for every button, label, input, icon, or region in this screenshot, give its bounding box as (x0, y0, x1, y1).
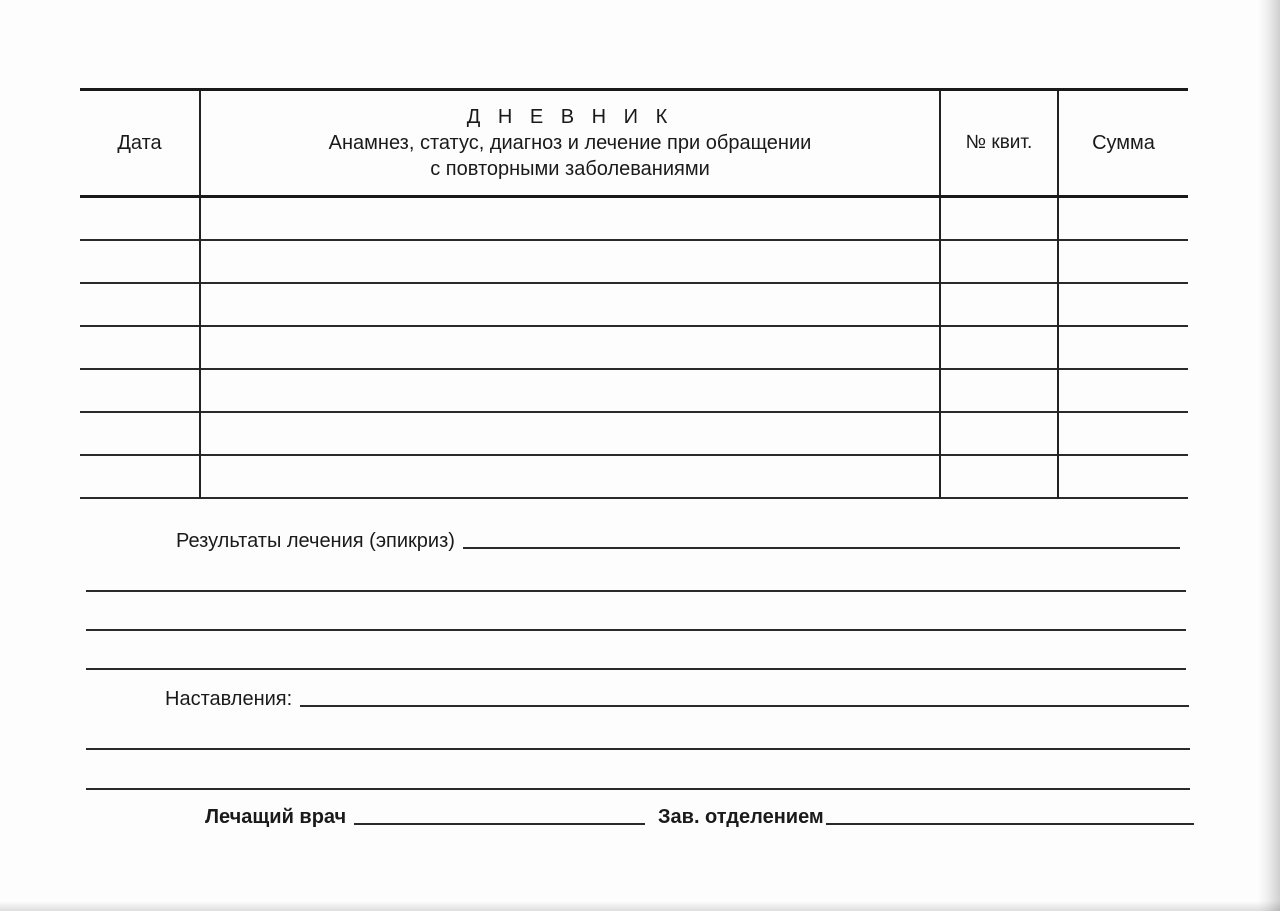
cell-receipt[interactable] (940, 326, 1058, 369)
cell-sum[interactable] (1058, 455, 1188, 498)
cell-diary[interactable] (200, 455, 940, 498)
cell-sum[interactable] (1058, 412, 1188, 455)
results-line[interactable] (86, 590, 1186, 592)
table-row (80, 412, 1188, 455)
header-diary-title: Д Н Е В Н И К (466, 106, 674, 128)
cell-diary[interactable] (200, 369, 940, 412)
doctor-signature-line[interactable] (354, 821, 645, 825)
cell-receipt[interactable] (940, 283, 1058, 326)
table-row (80, 240, 1188, 283)
cell-sum[interactable] (1058, 197, 1188, 240)
cell-diary[interactable] (200, 283, 940, 326)
cell-date[interactable] (80, 283, 200, 326)
cell-date[interactable] (80, 412, 200, 455)
cell-receipt[interactable] (940, 369, 1058, 412)
doctor-label: Лечащий врач (205, 806, 347, 828)
table-row (80, 326, 1188, 369)
results-line[interactable] (86, 668, 1186, 670)
instructions-label: Наставления: (165, 688, 293, 710)
head-signature-field[interactable] (658, 806, 1194, 829)
cell-receipt[interactable] (940, 240, 1058, 283)
doctor-signature-field[interactable] (205, 806, 645, 829)
table-row (80, 369, 1188, 412)
table-header-row (80, 90, 1188, 197)
cell-receipt[interactable] (940, 197, 1058, 240)
scan-edge-shadow (1258, 0, 1280, 911)
table-row (80, 283, 1188, 326)
results-fill-line[interactable] (463, 545, 1180, 549)
cell-diary[interactable] (200, 197, 940, 240)
header-date (80, 90, 200, 197)
header-diary-line1: Анамнез, статус, диагноз и лечение при обращении (328, 132, 812, 154)
header-diary (200, 90, 940, 197)
cell-sum[interactable] (1058, 326, 1188, 369)
table-row (80, 455, 1188, 498)
cell-sum[interactable] (1058, 283, 1188, 326)
instructions-field[interactable] (165, 688, 1189, 711)
cell-diary[interactable] (200, 240, 940, 283)
instructions-fill-line[interactable] (300, 703, 1189, 707)
table-body (80, 197, 1188, 498)
diary-table (80, 88, 1188, 499)
table-row (80, 197, 1188, 240)
results-line[interactable] (86, 629, 1186, 631)
cell-date[interactable] (80, 369, 200, 412)
instructions-line[interactable] (86, 748, 1190, 750)
cell-receipt[interactable] (940, 455, 1058, 498)
cell-date[interactable] (80, 240, 200, 283)
results-label: Результаты лечения (эпикриз) (176, 530, 455, 552)
header-sum-label: Сумма (1092, 131, 1155, 154)
head-label: Зав. отделением (658, 806, 824, 828)
header-diary-line2: с повторными заболеваниями (430, 158, 710, 180)
cell-date[interactable] (80, 326, 200, 369)
header-receipt-no-label: № квит. (965, 132, 1033, 153)
scan-bottom-shadow (0, 901, 1280, 911)
cell-date[interactable] (80, 197, 200, 240)
head-signature-line[interactable] (826, 821, 1194, 825)
header-receipt-no (940, 90, 1058, 197)
cell-sum[interactable] (1058, 240, 1188, 283)
cell-date[interactable] (80, 455, 200, 498)
cell-diary[interactable] (200, 326, 940, 369)
cell-diary[interactable] (200, 412, 940, 455)
cell-sum[interactable] (1058, 369, 1188, 412)
header-date-label: Дата (117, 131, 162, 154)
instructions-line[interactable] (86, 788, 1190, 790)
header-sum (1058, 90, 1188, 197)
cell-receipt[interactable] (940, 412, 1058, 455)
results-field[interactable] (176, 530, 1180, 553)
